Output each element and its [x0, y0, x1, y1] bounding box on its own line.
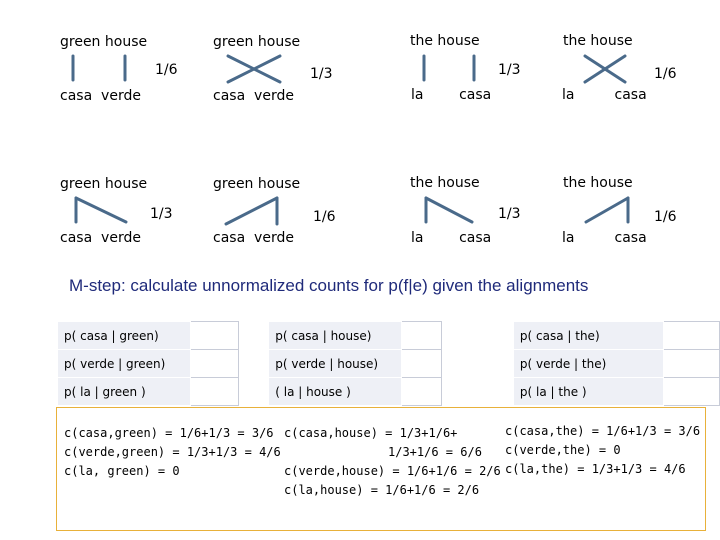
- alignment-2-bottom: casa verde: [213, 88, 294, 104]
- table-row: [58, 322, 720, 350]
- count-line: c(la, green) = 0: [64, 464, 180, 478]
- count-line: c(verde,house) = 1/6+1/6 = 2/6: [284, 464, 501, 478]
- table-cell: p( la | green ): [58, 378, 191, 406]
- value-box: [401, 350, 441, 378]
- table-cell: p( casa | green): [58, 322, 191, 350]
- value-box: [401, 378, 441, 406]
- alignment-7-top: the house: [410, 175, 480, 191]
- alignment-5-prob: 1/3: [150, 206, 173, 222]
- count-line: c(la,house) = 1/6+1/6 = 2/6: [284, 483, 480, 497]
- table-cell: p( la | the ): [513, 378, 663, 406]
- alignment-6-prob: 1/6: [313, 209, 336, 225]
- counts-green: [64, 424, 281, 481]
- table-cell: p( verde | the): [513, 350, 663, 378]
- alignment-7-bottom: la casa: [411, 230, 492, 246]
- count-line: c(verde,the) = 0: [505, 443, 621, 457]
- alignment-2-prob: 1/3: [310, 66, 333, 82]
- count-line: c(verde,green) = 1/3+1/3 = 4/6: [64, 445, 281, 459]
- alignment-1-bottom: casa verde: [60, 88, 141, 104]
- alignment-4-top: the house: [563, 33, 633, 49]
- count-line: 1/3+1/6 = 6/6: [388, 445, 482, 459]
- alignment-8-top: the house: [563, 175, 633, 191]
- counts-house: [284, 424, 501, 500]
- alignment-8-bottom: la casa: [562, 230, 647, 246]
- table-cell: ( la | house ): [269, 378, 402, 406]
- alignment-5-top: green house: [60, 176, 148, 192]
- value-box: [663, 322, 719, 350]
- alignment-1-prob: 1/6: [155, 62, 178, 78]
- table-row: [58, 378, 720, 406]
- alignment-7-prob: 1/3: [498, 206, 521, 222]
- count-line: c(la,the) = 1/3+1/3 = 4/6: [505, 462, 686, 476]
- table-row: [58, 350, 720, 378]
- alignment-1-top: green house: [60, 34, 148, 50]
- alignment-2-top: green house: [213, 34, 301, 50]
- value-box: [190, 378, 238, 406]
- value-box: [663, 350, 719, 378]
- alignment-6-top: green house: [213, 176, 301, 192]
- value-box: [663, 378, 719, 406]
- link-the-casa: [586, 198, 628, 222]
- value-box: [190, 322, 238, 350]
- alignment-3-prob: 1/3: [498, 62, 521, 78]
- table-cell: p( casa | house): [269, 322, 402, 350]
- counts-the: [505, 422, 700, 479]
- value-box: [401, 322, 441, 350]
- count-line: c(casa,green) = 1/6+1/3 = 3/6: [64, 426, 274, 440]
- link-green-verde: [76, 198, 126, 222]
- value-box: [190, 350, 238, 378]
- alignment-3-top: the house: [410, 33, 480, 49]
- alignment-4-prob: 1/6: [654, 66, 677, 82]
- probability-table: [57, 321, 720, 406]
- count-line: c(casa,house) = 1/3+1/6+: [284, 426, 458, 440]
- alignment-4-bottom: la casa: [562, 87, 647, 103]
- alignment-8-prob: 1/6: [654, 209, 677, 225]
- mstep-title: M-step: calculate unnormalized counts for p(f|e) given the alignments: [69, 276, 589, 295]
- table-cell: p( verde | green): [58, 350, 191, 378]
- table-cell: p( casa | the): [513, 322, 663, 350]
- alignment-6-bottom: casa verde: [213, 230, 294, 246]
- alignment-3-bottom: la casa: [411, 87, 492, 103]
- link-house-la: [426, 198, 472, 222]
- count-line: c(casa,the) = 1/6+1/3 = 3/6: [505, 424, 701, 438]
- alignment-5-bottom: casa verde: [60, 230, 141, 246]
- link-house-casa: [226, 198, 277, 224]
- table-cell: p( verde | house): [269, 350, 402, 378]
